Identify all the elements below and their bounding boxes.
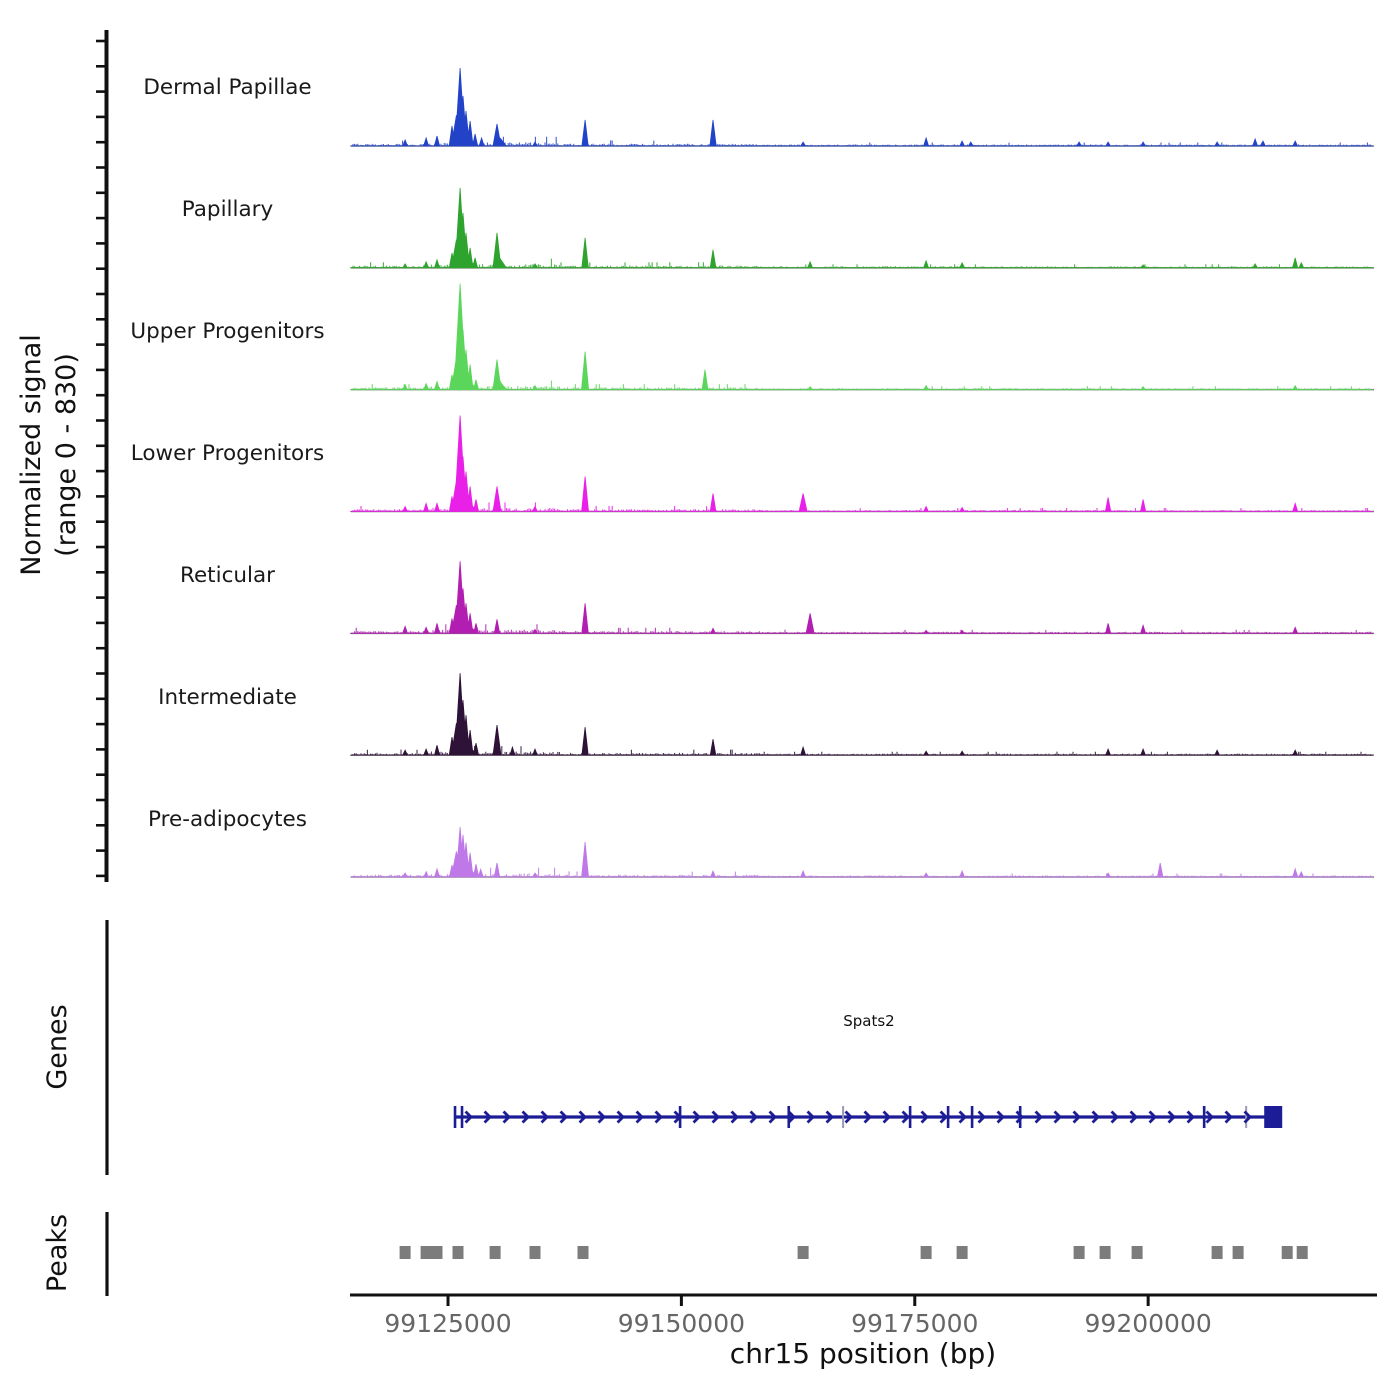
gene-name-label: Spats2 [843, 1012, 895, 1030]
peak-interval-box [1212, 1246, 1223, 1259]
signal-track-intermediate [350, 673, 1373, 755]
genes-section-label: Genes [42, 1004, 73, 1090]
peak-interval-box [957, 1246, 968, 1259]
x-tick-label: 99125000 [384, 1309, 512, 1338]
peak-interval-box [421, 1246, 432, 1259]
signal-track-lower-progenitors [350, 416, 1373, 512]
gene-end-exon-box [1264, 1106, 1282, 1128]
x-tick-label: 99150000 [617, 1309, 746, 1338]
track-noise-3 [353, 502, 1371, 511]
peak-interval-box [400, 1246, 411, 1259]
signal-track-pre-adipocytes [350, 827, 1373, 877]
peak-interval-box [921, 1246, 932, 1259]
track-noise-6 [353, 868, 1371, 877]
track-noise-4 [353, 624, 1371, 633]
peak-interval-box [1233, 1246, 1244, 1259]
peak-interval-box [490, 1246, 501, 1259]
track-label-dermal-papillae: Dermal Papillae [143, 75, 312, 100]
peak-interval-box [1132, 1246, 1143, 1259]
signal-track-reticular [350, 561, 1373, 633]
y-axis-label-line2: (range 0 - 830) [51, 353, 82, 557]
track-label-lower-progenitors: Lower Progenitors [130, 441, 325, 466]
y-axis-label [14, 307, 86, 603]
signal-track-papillary [350, 188, 1373, 268]
track-label-reticular: Reticular [179, 563, 276, 588]
peak-interval-box [453, 1246, 464, 1259]
peak-interval-box [1100, 1246, 1111, 1259]
peak-interval-box [432, 1246, 443, 1259]
peaks-section-label: Peaks [42, 1213, 73, 1293]
peak-interval-box [1074, 1246, 1085, 1259]
signal-track-upper-progenitors [350, 284, 1373, 390]
x-tick-label: 99200000 [1084, 1309, 1212, 1338]
peak-interval-box [798, 1246, 809, 1259]
signal-track-dermal-papillae [350, 68, 1373, 146]
peak-interval-box [1282, 1246, 1293, 1259]
x-tick-label: 99175000 [851, 1309, 979, 1338]
track-label-intermediate: Intermediate [158, 685, 297, 710]
track-label-pre-adipocytes: Pre-adipocytes [148, 807, 307, 832]
peak-interval-box [530, 1246, 541, 1259]
x-axis-title: chr15 position (bp) [729, 1337, 997, 1370]
peak-interval-box [1297, 1246, 1308, 1259]
track-label-upper-progenitors: Upper Progenitors [130, 319, 325, 344]
y-axis-label-line1: Normalized signal [16, 334, 47, 576]
track-label-papillary: Papillary [181, 197, 274, 222]
peak-interval-box [578, 1246, 589, 1259]
